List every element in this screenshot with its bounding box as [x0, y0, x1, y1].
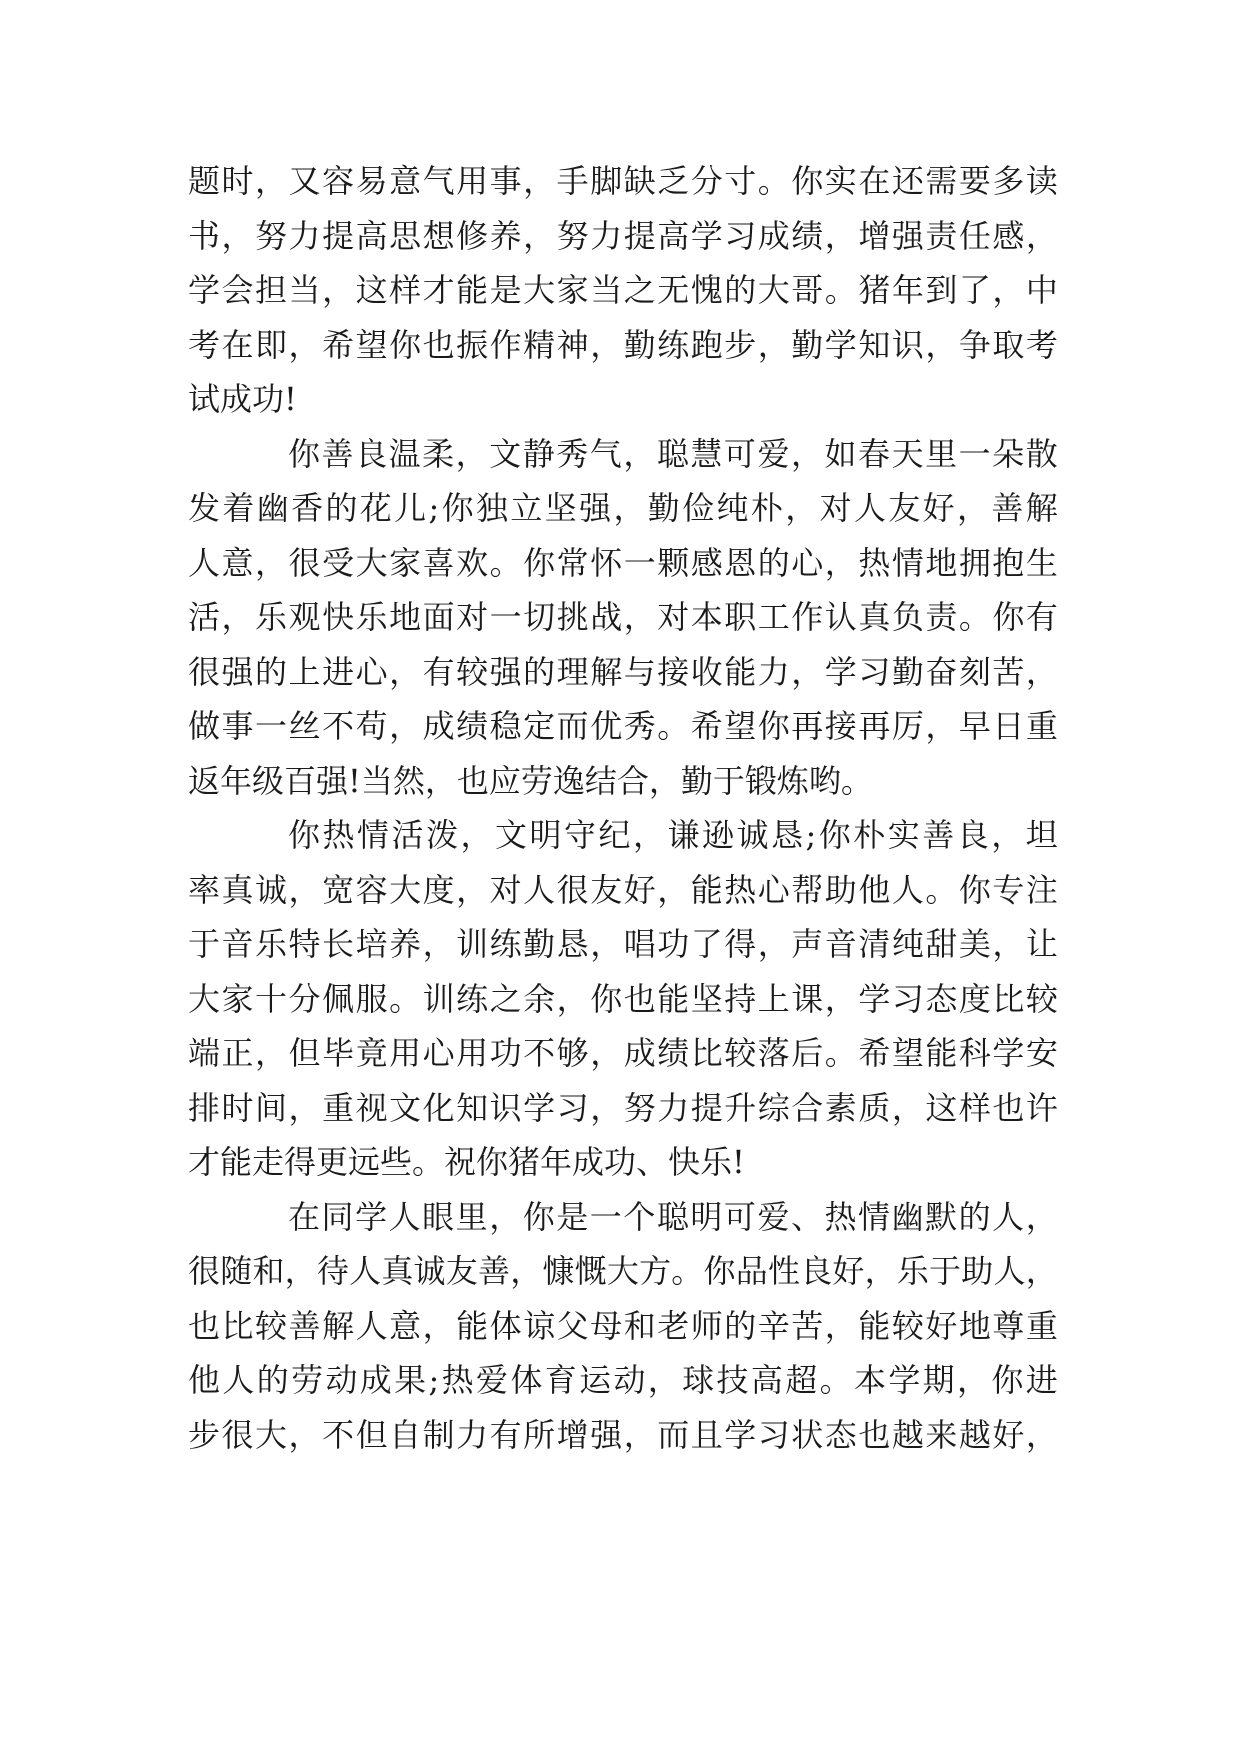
- text-line: 他 人 的 劳 动 成 果 ; 热 爱 体 育 运 动 ， 球 技 高 超 。 本 学 期 ， 你 进: [188, 1361, 1058, 1399]
- text-line: 返年级百强!当然，也应劳逸结合，勤于锻炼哟。: [188, 761, 873, 800]
- text-line: 很 随 和 ， 待 人 真 诚 友 善 ， 慷 慨 大 方 。 你 品 性 良 好 ， 乐 于 助 人 ，: [188, 1252, 1058, 1290]
- text-line: 学 会 担 当 ， 这 样 才 能 是 大 家 当 之 无 愧 的 大 哥 。 猪 年 到 了 ， 中: [188, 271, 1058, 309]
- text-line: 率 真 诚 ， 宽 容 大 度 ， 对 人 很 友 好 ， 能 热 心 帮 助 他 人 。 你 专 注: [188, 870, 1058, 909]
- text-line: 做 事 一 丝 不 苟 ， 成 绩 稳 定 而 优 秀 。 希 望 你 再 接 再 厉 ， 早 日 重: [188, 707, 1058, 745]
- text-line: 发 着 幽 香 的 花 儿 ; 你 独 立 坚 强 ， 勤 俭 纯 朴 ， 对 人 友 好 ， 善 解: [188, 489, 1058, 527]
- text-line: 在 同 学 人 眼 里 ， 你 是 一 个 聪 明 可 爱 、 热 情 幽 默 的 人 ，: [288, 1197, 1058, 1236]
- document-body: [188, 154, 1058, 1462]
- text-line: 才能走得更远些。祝你猪年成功、快乐!: [188, 1143, 745, 1181]
- text-line: 书 ， 努 力 提 高 思 想 修 养 ， 努 力 提 高 学 习 成 绩 ， 增 强 责 任 感 ，: [188, 216, 1058, 255]
- text-line: 人 意 ， 很 受 大 家 喜 欢 。 你 常 怀 一 颗 感 恩 的 心 ， 热 情 地 拥 抱 生: [188, 543, 1058, 582]
- text-line: 试成功!: [188, 380, 297, 418]
- text-line: 也 比 较 善 解 人 意 ， 能 体 谅 父 母 和 老 师 的 辛 苦 ， 能 较 好 地 尊 重: [188, 1306, 1058, 1345]
- text-line: 端 正 ， 但 毕 竟 用 心 用 功 不 够 ， 成 绩 比 较 落 后 。 希 望 能 科 学 安: [188, 1034, 1058, 1072]
- text-line: 题 时 ， 又 容 易 意 气 用 事 ， 手 脚 缺 乏 分 寸 。 你 实 在 还 需 要 多 读: [188, 162, 1058, 200]
- text-line: 你 善 良 温 柔 ， 文 静 秀 气 ， 聪 慧 可 爱 ， 如 春 天 里 一 朵 散: [288, 434, 1058, 473]
- text-line: 你 热 情 活 泼 ， 文 明 守 纪 ， 谦 逊 诚 恳 ; 你 朴 实 善 良 ， 坦: [288, 816, 1058, 854]
- text-line: 很 强 的 上 进 心 ， 有 较 强 的 理 解 与 接 收 能 力 ， 学 习 勤 奋 刻 苦 ，: [188, 652, 1058, 691]
- text-line: 大 家 十 分 佩 服 。 训 练 之 余 ， 你 也 能 坚 持 上 课 ， 学 习 态 度 比 较: [188, 979, 1058, 1018]
- text-line: 于 音 乐 特 长 培 养 ， 训 练 勤 恳 ， 唱 功 了 得 ， 声 音 清 纯 甜 美 ， 让: [188, 925, 1058, 963]
- text-line: 考 在 即 ， 希 望 你 也 振 作 精 神 ， 勤 练 跑 步 ， 勤 学 知 识 ， 争 取 考: [188, 325, 1058, 364]
- text-line: 步 很 大 ， 不 但 自 制 力 有 所 增 强 ， 而 且 学 习 状 态 也 越 来 越 好 ，: [188, 1415, 1058, 1454]
- text-line: 活 ， 乐 观 快 乐 地 面 对 一 切 挑 战 ， 对 本 职 工 作 认 真 负 责 。 你 有: [188, 598, 1058, 636]
- text-line: 排 时 间 ， 重 视 文 化 知 识 学 习 ， 努 力 提 升 综 合 素 质 ， 这 样 也 许: [188, 1088, 1058, 1127]
